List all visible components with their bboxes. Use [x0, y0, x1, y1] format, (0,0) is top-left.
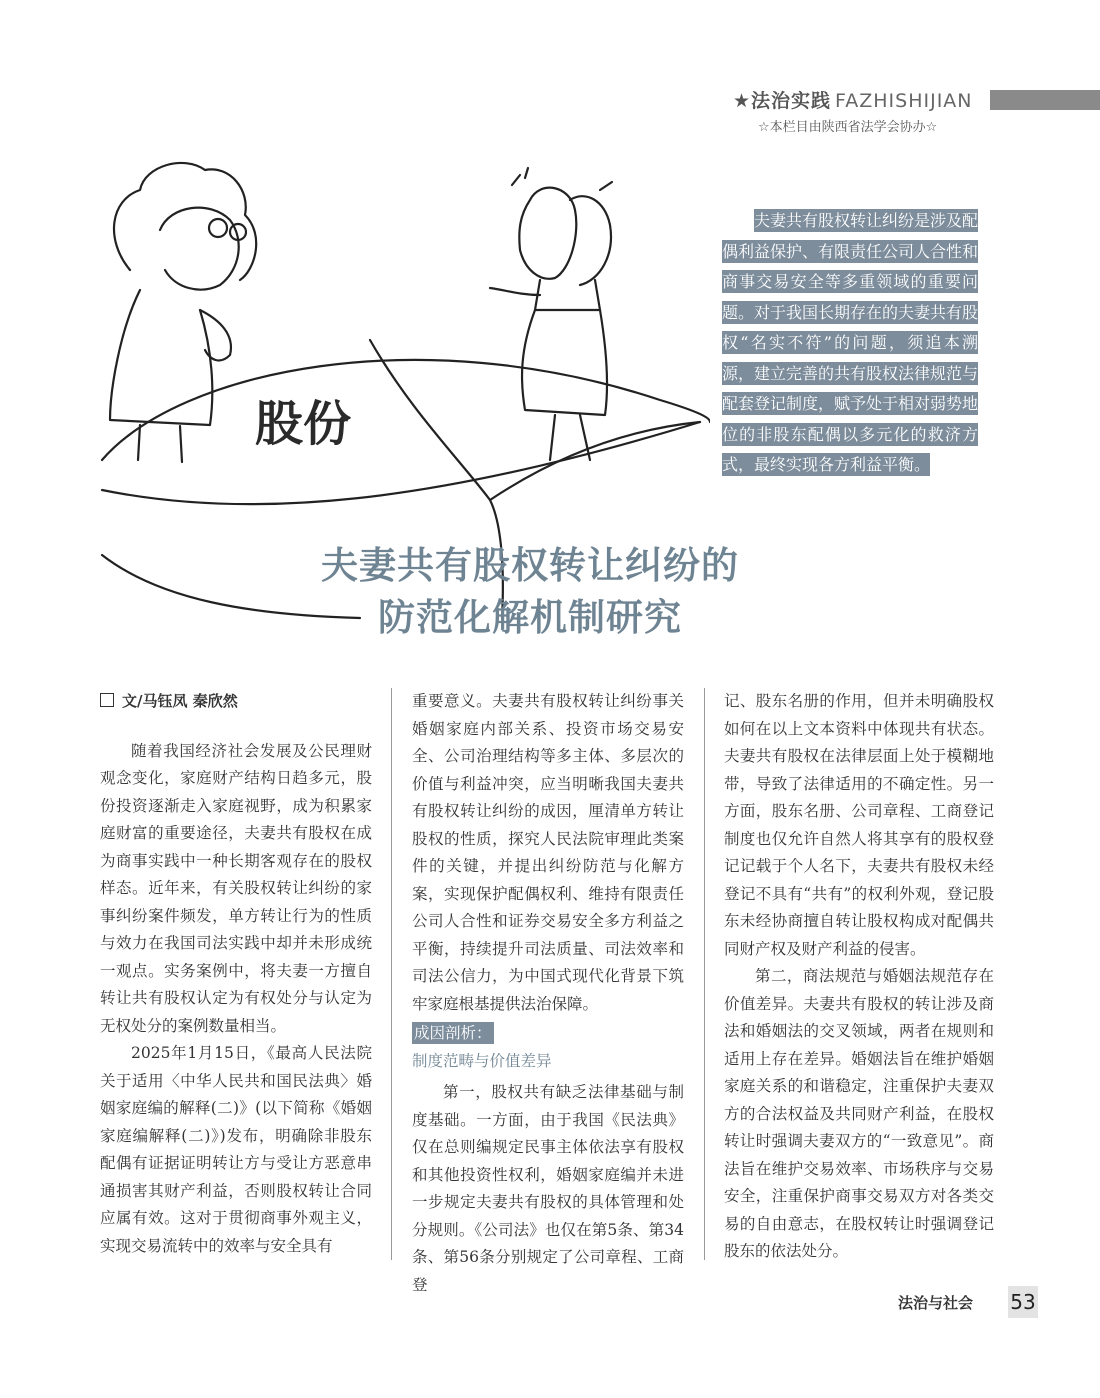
woman-hair	[114, 163, 256, 280]
byline: 文/马钰凤 秦欣然	[100, 688, 372, 716]
title-line-1: 夫妻共有股权转让纠纷的	[321, 544, 739, 587]
square-icon	[100, 693, 114, 707]
page-number: 53	[1008, 1286, 1038, 1318]
paragraph: 第二，商法规范与婚姻法规范存在价值差异。夫妻共有股权的转让涉及商法和婚姻法的交叉领域，两者在规则和适用上存在差异。婚姻法旨在维护婚姻家庭关系的和谐稳定，注重保护夫妻双方的合法权益及共同财产利益，在股权转让时强调夫妻双方的“一致意见”。商法旨在维护交易效率、市场秩序与交易安全，注重保护商事交易双方对各类交易的自由意志，在股权转让时强调登记股东的依法处分。	[724, 967, 994, 1260]
man-head	[519, 188, 576, 279]
header-bar	[990, 90, 1100, 110]
paragraph: 2025年1月15日，《最高人民法院关于适用〈中华人民共和国民法典〉婚姻家庭编的解释(二)》(以下简称《婚姻家庭编解释(二)》)发布，明确除非股东配偶有证据证明转让方与受让方恶意串通损害其财产利益，否则股权转让合同应属有效。这对于贯彻商事外观主义，实现交易流转中的效率与安全具有	[100, 1044, 372, 1255]
shares-label: 股份	[255, 396, 352, 452]
section-label: ★法治实践 FAZHISHIJIAN	[733, 90, 973, 112]
lead-summary	[722, 206, 978, 481]
subheading: 制度范畴与价值差异	[412, 1051, 552, 1070]
subheading-highlight: 成因剖析：	[414, 1024, 492, 1042]
sponsor-note: ☆本栏目由陕西省法学会协办☆	[758, 120, 938, 135]
column-1	[100, 688, 372, 1260]
magazine-name: 法治与社会	[898, 1294, 974, 1312]
paragraph: 随着我国经济社会发展及公民理财观念变化，家庭财产结构日趋多元，股份投资逐渐走入家庭视野，成为积累家庭财富的重要途径，夫妻共有股权在成为商事实践中一种长期客观存在的股权样态。近年来，有关股权转让纠纷的家事纠纷案件频发，单方转让行为的性质与效力在我国司法实践中却并未形成统一观点。实务案例中，将夫妻一方擅自转让共有股权认定为有权处分与认定为无权处分的案例数量相当。	[100, 741, 372, 1035]
lead-text: 夫妻共有股权转让纠纷是涉及配偶利益保护、有限责任公司人合性和商事交易安全等多重领域的重要问题。对于我国长期存在的夫妻共有股权“名实不符”的问题，须追本溯源，建立完善的共有股权法律规范与配套登记制度，赋予处于相对弱势地位的非股东配偶以多元化的救济方式，最终实现各方利益平衡。	[722, 211, 979, 474]
column-3	[724, 688, 994, 1266]
article-title	[230, 540, 830, 644]
paragraph: 重要意义。夫妻共有股权转让纠纷事关婚姻家庭内部关系、投资市场交易安全、公司治理结构等多主体、多层次的价值与利益冲突，应当明晰我国夫妻共有股权转让纠纷的成因，厘清单方转让股权的性质，探究人民法院审理此类案件的关键，并提出纠纷防范与化解方案，实现保护配偶权利、维持有限责任公司人合性和证券交易安全多方利益之平衡，持续提升司法质量、司法效率和司法公信力，为中国式现代化背景下筑牢家庭根基提供法治保障。	[412, 692, 684, 1013]
column-2	[412, 688, 684, 1299]
paragraph: 第一，股权共有缺乏法律基础与制度基础。一方面，由于我国《民法典》仅在总则编规定民事主体依法享有股权和其他投资性权利，婚姻家庭编并未进一步规定夫妻共有股权的具体管理和处分规则。《公司法》也仅在第5条、第34条、第56条分别规定了公司章程、工商登	[412, 1083, 684, 1294]
column-divider	[704, 688, 705, 1260]
column-divider	[391, 688, 392, 1260]
section-header	[700, 86, 1100, 142]
paragraph: 记、股东名册的作用，但并未明确股权如何在以上文本资料中体现共有状态。夫妻共有股权在法律层面上处于模糊地带，导致了法律适用的不确定性。另一方面，股东名册、公司章程、工商登记制度也仅允许自然人将其享有的股权登记记载于个人名下，夫妻共有股权未经登记不具有“共有”的权利外观，登记股东未经协商擅自转让股权构成对配偶共同财产权及财产利益的侵害。	[724, 692, 994, 958]
title-line-2: 防范化解机制研究	[378, 596, 682, 639]
